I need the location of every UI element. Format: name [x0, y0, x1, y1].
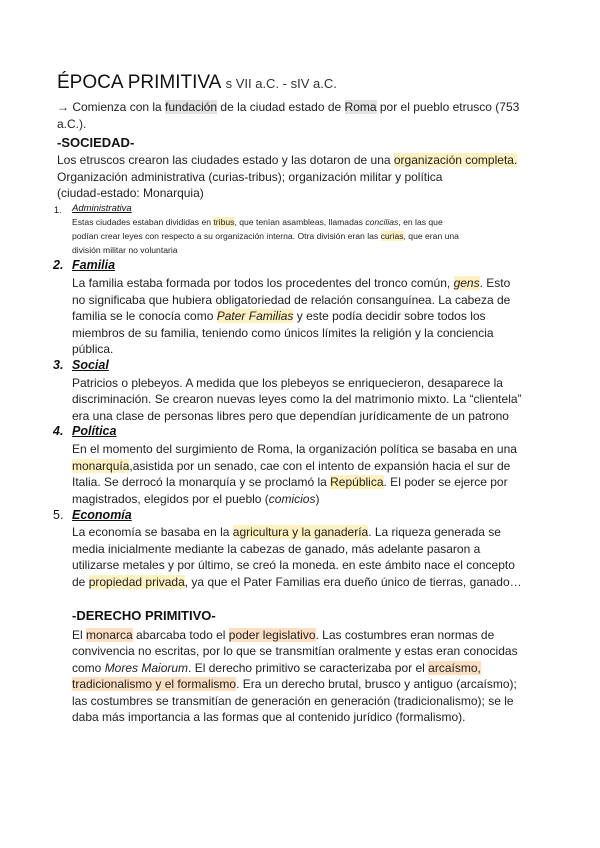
- derecho-line-4: tradicionalismo y el formalismo. Era un derecho brutal, brusco y antiguo (arcaísmo);: [72, 677, 517, 691]
- derecho-line-1: El monarca abarcaba todo el poder legislativo. Las costumbres eran normas de: [72, 628, 495, 642]
- sociedad-line-2: Organización administrativa (curias-tribus); organización militar y política: [57, 170, 443, 184]
- item-title-familia: Familia: [72, 258, 116, 272]
- economia-line-1: La economía se basaba en la agricultura y la ganadería. La riqueza generada se: [72, 525, 501, 539]
- derecho-line-5: las costumbres se transmitían de generación en generación (tradicionalismo); se le: [72, 694, 514, 708]
- economia-line-2: media inicialmente mediante la cabezas de ganado, más adelante pasaron a: [72, 542, 481, 556]
- list-number-2: 2.: [53, 258, 64, 272]
- item-title-administrativa: Administrativa: [72, 203, 132, 214]
- familia-line-3: familia se le conocía como Pater Familias y este podía decidir sobre todos los: [72, 309, 486, 323]
- politica-line-2: monarquía,asistida por un senado, cae con el intento de expansión hacia el sur de: [72, 459, 511, 473]
- section-heading-sociedad: -SOCIEDAD-: [57, 135, 135, 150]
- social-line-3: era una clase de personas libres pero que dependían jurídicamente de un patrono: [72, 409, 509, 423]
- intro-line-2: a.C.).: [57, 117, 87, 131]
- item-title-social: Social: [72, 358, 109, 372]
- social-line-2: discriminación. Se crearon nuevas leyes como la del matrimonio mixto. La “clientela”: [72, 392, 522, 406]
- sociedad-line-1: Los etruscos crearon las ciudades estado y las dotaron de una organización completa.: [57, 153, 518, 167]
- politica-line-3: Italia. Se derrocó la monarquía y se proclamó la República. El poder se ejerce por: [72, 475, 508, 489]
- familia-line-2: no significaba que hubiera obligatoriedad de relación consanguínea. La cabeza de: [72, 293, 511, 307]
- familia-line-1: La familia estaba formada por todos los procedentes del tronco común, gens. Esto: [72, 276, 511, 290]
- item-title-economia: Economía: [72, 508, 132, 522]
- intro-line-1: → Comienza con la fundación de la ciudad estado de Roma por el pueblo etrusco (753: [57, 100, 520, 114]
- politica-line-4: magistrados, elegidos por el pueblo (comicios): [72, 492, 320, 506]
- administrativa-line-3: división militar no voluntaria: [72, 245, 178, 255]
- sociedad-line-3: (ciudad-estado: Monarquia): [57, 186, 204, 200]
- derecho-line-3: como Mores Maiorum. El derecho primitivo se caracterizaba por el arcaísmo,: [72, 661, 481, 675]
- social-line-1: Patricios o plebeyos. A medida que los plebeyos se enriquecieron, desaparece la: [72, 376, 503, 390]
- economia-line-3: utilizarse metales y por último, se creó la moneda. en este ámbito nace el concepto: [72, 558, 515, 572]
- administrativa-line-2: podían crear leyes con respecto a su organización interna. Otra división eran las curias, que eran una: [72, 231, 459, 241]
- derecho-line-6: daba más importancia a las formas que al contenido jurídico (formalismo).: [72, 710, 466, 724]
- title-period: s VII a.C. - sIV a.C.: [225, 76, 337, 91]
- section-heading-derecho: -DERECHO PRIMITIVO-: [72, 608, 216, 623]
- familia-line-4: miembros de su familia, teniendo como únicos límites la religión y la conciencia: [72, 326, 494, 340]
- title-main: ÉPOCA PRIMITIVA: [57, 72, 221, 93]
- list-number-5: 5.: [53, 508, 64, 522]
- administrativa-line-1: Estas ciudades estaban divididas en tribus, que tenían asambleas, llamadas concilias, en las que: [72, 217, 443, 227]
- derecho-line-2: convivencia no escritas, por lo que se transmitían oralmente y estas eran conocidas: [72, 644, 518, 658]
- familia-line-5: pública.: [72, 342, 114, 356]
- item-title-politica: Política: [72, 424, 117, 438]
- list-number-1: 1.: [54, 205, 62, 215]
- list-number-4: 4.: [53, 424, 64, 438]
- economia-line-4: de propiedad privada, ya que el Pater Familias era dueño único de tierras, ganado…: [72, 575, 522, 589]
- list-number-3: 3.: [53, 358, 64, 372]
- page-title: [57, 72, 337, 94]
- politica-line-1: En el momento del surgimiento de Roma, la organización política se basaba en una: [72, 442, 517, 456]
